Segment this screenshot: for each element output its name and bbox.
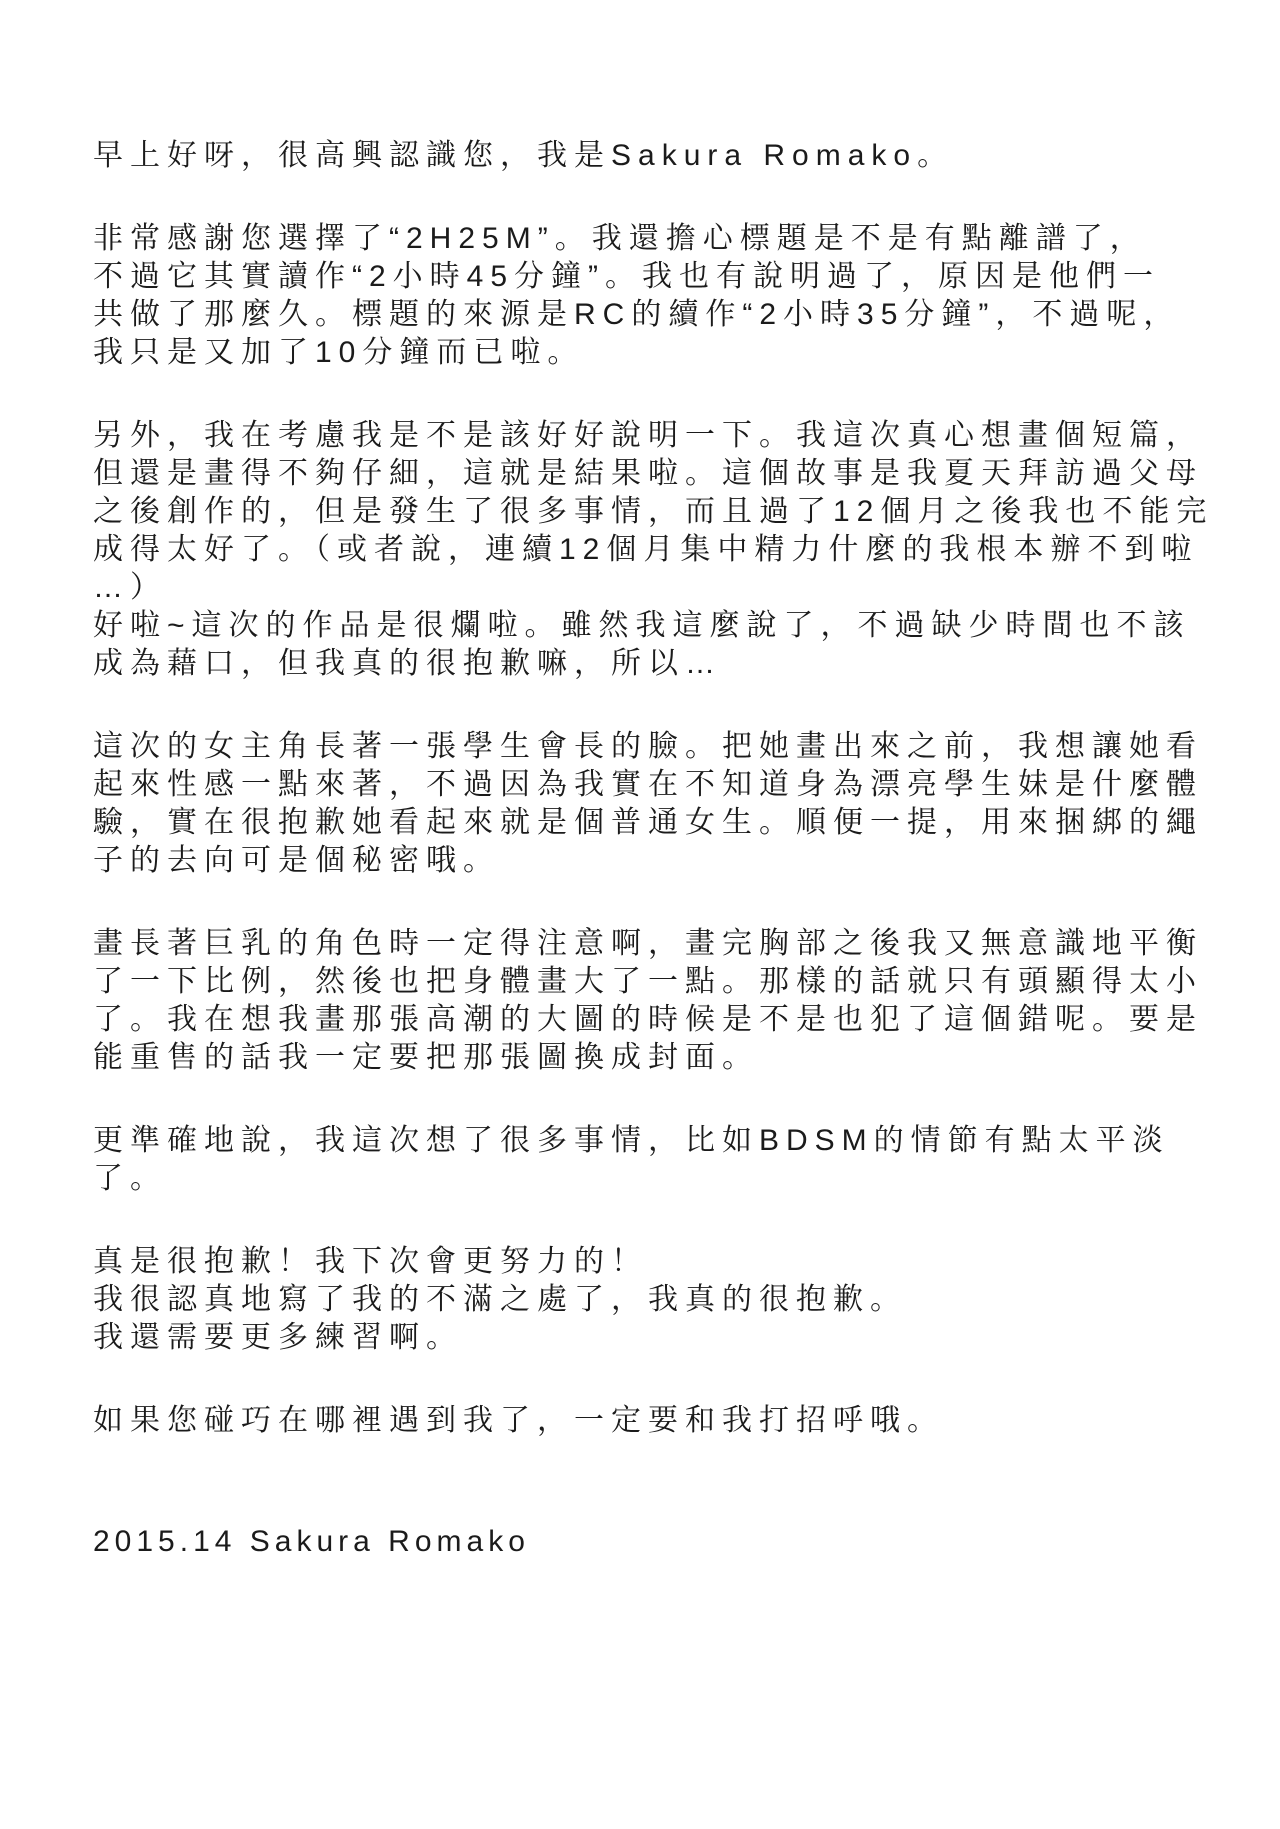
paragraph (93, 417, 1214, 683)
paragraph (93, 1402, 1192, 1440)
text-line: 好啦~這次的作品是很爛啦。雖然我這麼說了，不過缺少時間也不該 (93, 609, 1191, 642)
text-line: 不過它其實讀作“2小時45分鐘”。我也有說明過了，原因是他們一 (93, 260, 1161, 293)
text-line: 真是很抱歉！我下次會更努力的！ (93, 1245, 648, 1278)
text-line: 驗，實在很抱歉她看起來就是個普通女生。順便一提，用來捆綁的繩 (93, 806, 1203, 839)
text-line: 了一下比例，然後也把身體畫大了一點。那樣的話就只有頭顯得太小 (93, 965, 1203, 998)
text-line: 畫長著巨乳的角色時一定得注意啊，畫完胸部之後我又無意識地平衡 (93, 927, 1203, 960)
text-line: 但還是畫得不夠仔細，這就是結果啦。這個故事是我夏天拜訪過父母 (93, 457, 1203, 490)
paragraph (93, 220, 1192, 372)
paragraph (93, 925, 1203, 1077)
text-line: 另外，我在考慮我是不是該好好說明一下。我這次真心想畫個短篇， (93, 419, 1203, 452)
text-line: 了。我在想我畫那張高潮的大圖的時候是不是也犯了這個錯呢。要是 (93, 1003, 1203, 1036)
text-line: 我還需要更多練習啊。 (93, 1321, 463, 1354)
text-line: 成得太好了。（或者說，連續12個月集中精力什麼的我根本辦不到啦 (93, 533, 1199, 566)
text-line: 我只是又加了10分鐘而已啦。 (93, 336, 585, 369)
text-line: 如果您碰巧在哪裡遇到我了，一定要和我打招呼哦。 (93, 1404, 944, 1437)
text-line: …） (93, 571, 167, 604)
paragraph (93, 1122, 1192, 1198)
text-line: 能重售的話我一定要把那張圖換成封面。 (93, 1041, 759, 1074)
text-line: 我很認真地寫了我的不滿之處了，我真的很抱歉。 (93, 1283, 907, 1316)
text-line: 共做了那麼久。標題的來源是RC的續作“2小時35分鐘”，不過呢， (93, 298, 1181, 331)
paragraph (93, 137, 1192, 175)
text-line: 起來性感一點來著，不過因為我實在不知道身為漂亮學生妹是什麼體 (93, 768, 1203, 801)
text-line: 子的去向可是個秘密哦。 (93, 844, 500, 877)
text-line: 這次的女主角長著一張學生會長的臉。把她畫出來之前，我想讓她看 (93, 730, 1203, 763)
text-line: 成為藉口，但我真的很抱歉嘛，所以… (93, 647, 722, 680)
text-line: 了。 (93, 1162, 167, 1195)
text-line: 早上好呀，很高興認識您，我是Sakura Romako。 (93, 139, 955, 172)
text-line: 之後創作的，但是發生了很多事情，而且過了12個月之後我也不能完 (93, 495, 1214, 528)
text-line: 非常感謝您選擇了“2H25M”。我還擔心標題是不是有點離譜了， (93, 222, 1147, 255)
document-body (93, 137, 1214, 1440)
text-line: 更準確地說，我這次想了很多事情，比如BDSM的情節有點太平淡 (93, 1124, 1170, 1157)
paragraph (93, 1243, 1192, 1357)
paragraph (93, 728, 1203, 880)
signature-line: 2015.14 Sakura Romako (93, 1525, 530, 1558)
